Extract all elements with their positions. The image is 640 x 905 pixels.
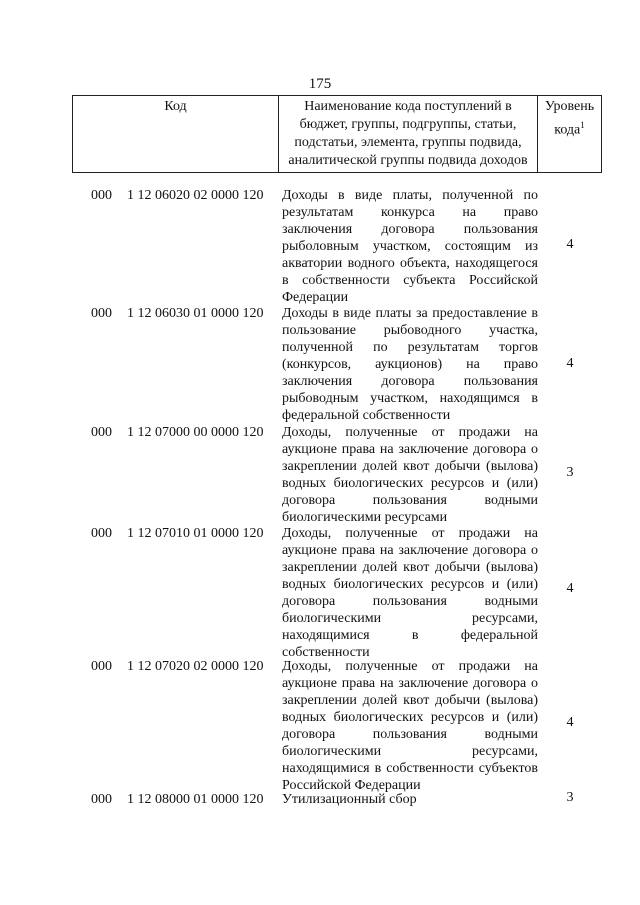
row-name: Доходы, полученные от продажи на аукционе права на заключение договора о закреплении долей квот добычи (вылова) водных биологических ресурсов и (или) договора пользования водными биологическими ресурсами, находящимися в собственности субъектов Российской Федерации <box>282 659 538 793</box>
row-code: 1 12 07020 02 0000 120 <box>127 659 264 674</box>
column-header-level-label: Уровень кода <box>544 99 595 138</box>
row-prefix: 000 <box>91 792 112 807</box>
row-level: 4 <box>566 237 574 252</box>
row-name: Доходы, полученные от продажи на аукционе права на заключение договора о закреплении долей квот добычи (вылова) водных биологических ресурсов и (или) договора пользования водными биологическими ресурсами, находящимися в федеральной собственности <box>282 526 538 660</box>
table-header <box>72 95 602 173</box>
page-number: 175 <box>308 76 332 92</box>
column-header-level <box>538 96 602 173</box>
row-level: 3 <box>566 465 574 480</box>
row-name: Доходы, полученные от продажи на аукционе права на заключение договора о закреплении долей квот добычи (вылова) водных биологических ресурсов и (или) договора пользования водными биологическими ресурсами <box>282 425 538 525</box>
row-code: 1 12 07010 01 0000 120 <box>127 526 264 541</box>
row-prefix: 000 <box>91 306 112 321</box>
row-prefix: 000 <box>91 526 112 541</box>
column-header-code: Код <box>73 96 279 173</box>
row-level: 3 <box>566 790 574 805</box>
footnote-marker: 1 <box>580 120 585 130</box>
row-prefix: 000 <box>91 425 112 440</box>
row-level: 4 <box>566 715 574 730</box>
row-name: Доходы в виде платы за предоставление в пользование рыбоводного участка, полученной по результатам торгов (конкурсов, аукционов) на право заключения договора пользования рыбоводным участком, находящимся в федеральной собственности <box>282 306 538 423</box>
row-name: Утилизационный сбор <box>282 792 417 807</box>
row-code: 1 12 06020 02 0000 120 <box>127 188 264 203</box>
row-code: 1 12 08000 01 0000 120 <box>127 792 264 807</box>
row-prefix: 000 <box>91 188 112 203</box>
row-prefix: 000 <box>91 659 112 674</box>
row-name: Доходы в виде платы, полученной по результатам конкурса на право заключения договора пользования рыболовным участком, состоящим из акватории водного объекта, находящегося в собственности субъекта Российской Федерации <box>282 188 538 305</box>
row-level: 4 <box>566 356 574 371</box>
row-level: 4 <box>566 581 574 596</box>
column-header-name: Наименование кода поступлений в бюджет, группы, подгруппы, статьи, подстатьи, элемента, группы подвида, аналитической группы подвида доходов <box>279 96 538 173</box>
row-code: 1 12 06030 01 0000 120 <box>127 306 264 321</box>
row-code: 1 12 07000 00 0000 120 <box>127 425 264 440</box>
